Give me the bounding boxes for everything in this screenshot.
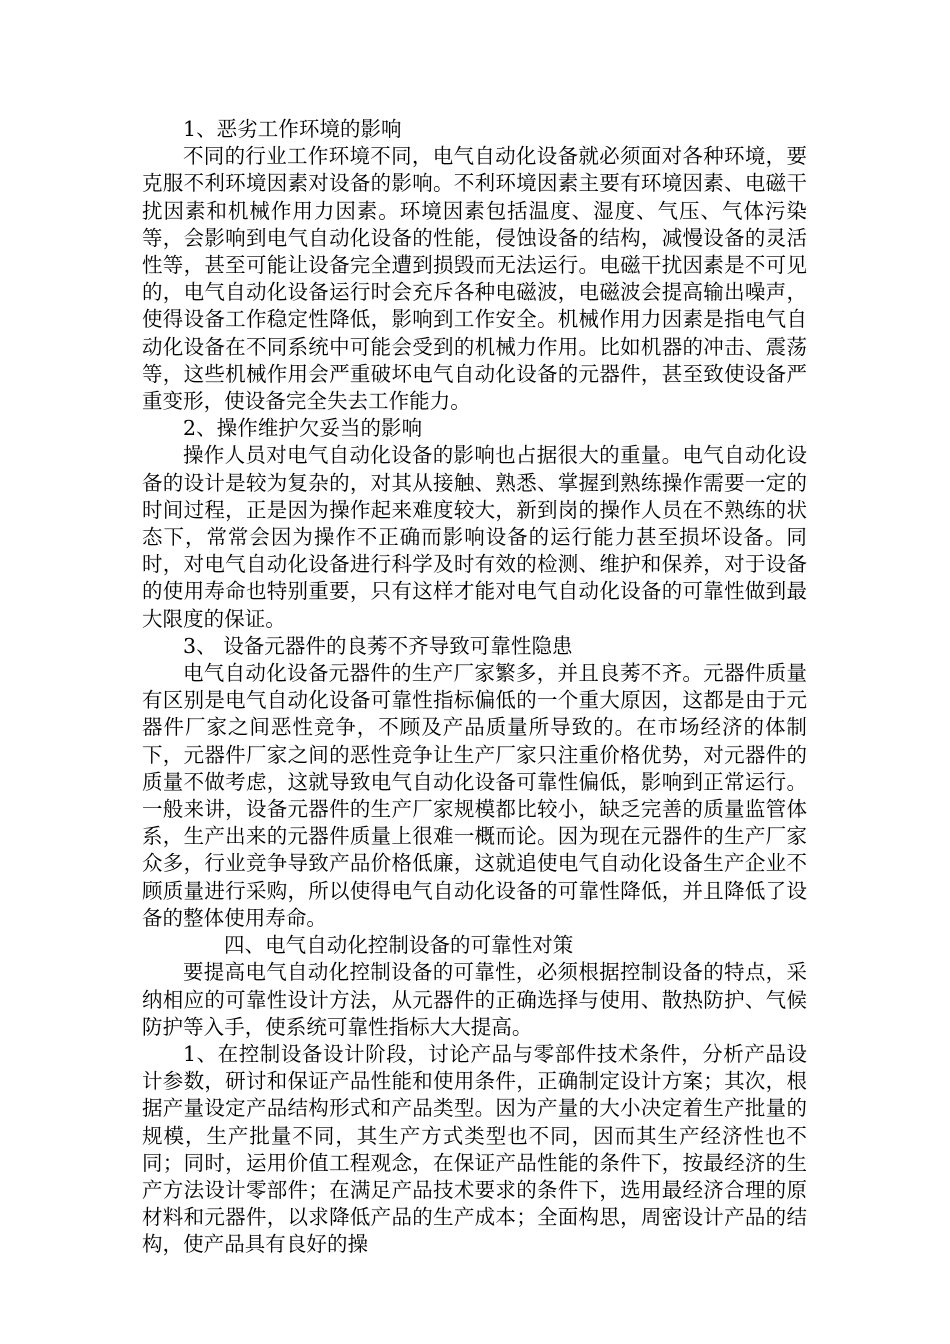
paragraph-environment: 不同的行业工作环境不同，电气自动化设备就必须面对各种环境，要克服不利环境因素对设备的影响。不利环境因素主要有环境因素、电磁干扰因素和机械作用力因素。环境因素包括温度、湿度、气压、气体污染等，会影响到电气自动化设备的性能，侵蚀设备的结构，减慢设备的灵活性等，甚至可能让设备完全遭到损毁而无法运行。电磁干扰因素是不可见的，电气自动化设备运行时会充斥各种电磁波，电磁波会提高输出噪声，使得设备工作稳定性降低，影响到工作安全。机械作用力因素是指电气自动化设备在不同系统中可能会受到的机械力作用。比如机器的冲击、震荡等，这些机械作用会严重破坏电气自动化设备的元器件，甚至致使设备严重变形，使设备完全失去工作能力。 [142,144,807,414]
section-heading-3: 3、 设备元器件的良莠不齐导致可靠性隐患 [183,633,573,658]
section-heading-1: 1、恶劣工作环境的影响 [183,117,402,141]
chapter-heading-4: 四、电气自动化控制设备的可靠性对策 [224,933,574,958]
section-heading-2: 2、操作维护欠妥当的影响 [183,416,423,441]
paragraph-components: 电气自动化设备元器件的生产厂家繁多，并且良莠不齐。元器件质量有区别是电气自动化设备可靠性指标偏低的一个重大原因，这都是由于元器件厂家之间恶性竞争，不顾及产品质量所导致的。在市场经济的体制下，元器件厂家之间的恶性竞争让生产厂家只注重价格优势，对元器件的质量不做考虑，这就导致电气自动化设备可靠性偏低，影响到正常运行。一般来讲，设备元器件的生产厂家规模都比较小，缺乏完善的质量监管体系，生产出来的元器件质量上很难一概而论。因为现在元器件的生产厂家众多，行业竞争导致产品价格低廉，这就追使电气自动化设备生产企业不顾质量进行采购，所以使得电气自动化设备的可靠性降低，并且降低了设备的整体使用寿命。 [142,661,807,930]
paragraph-operation: 操作人员对电气自动化设备的影响也占据很大的重量。电气自动化设备的设计是较为复杂的，对其从接触、熟悉、掌握到熟练操作需要一定的时间过程，正是因为操作起来难度较大，新到岗的操作人员在不熟练的状态下，常常会因为操作不正确而影响设备的运行能力甚至损坏设备。同时，对电气自动化设备进行科学及时有效的检测、维护和保养，对于设备的使用寿命也特别重要，只有这样才能对电气自动化设备的可靠性做到最大限度的保证。 [142,443,807,631]
paragraph-design-stage: 1、在控制设备设计阶段，讨论产品与零部件技术条件，分析产品设计参数，研讨和保证产品性能和使用条件，正确制定设计方案；其次，根据产量设定产品结构形式和产品类型。因为产量的大小决定着生产批量的规模，生产批量不同，其生产方式类型也不同，因而其生产经济性也不同；同时，运用价值工程观念，在保证产品性能的条件下，按最经济的生产方法设计零部件；在满足产品技术要求的条件下，选用最经济合理的原材料和元器件，以求降低产品的生产成本；全面构思，周密设计产品的结构，使产品具有良好的操 [142,1041,807,1257]
document-page [142,116,807,1259]
paragraph-countermeasures: 要提高电气自动化控制设备的可靠性，必须根据控制设备的特点，采纳相应的可靠性设计方法，从元器件的正确选择与使用、散热防护、气候防护等入手，使系统可靠性指标大大提高。 [142,960,807,1039]
